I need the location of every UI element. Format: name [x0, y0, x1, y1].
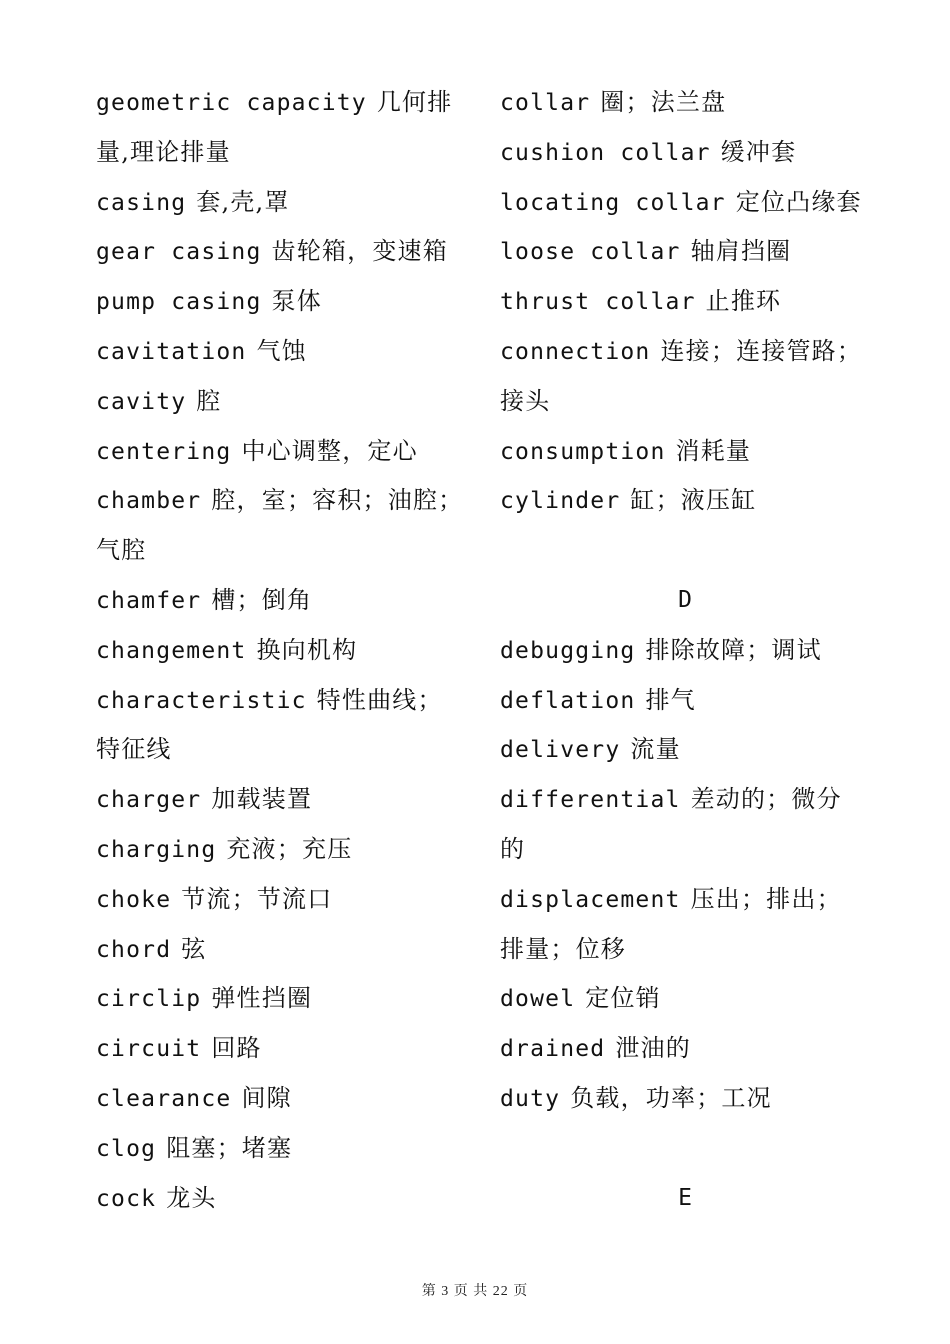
glossary-term: cavitation	[96, 338, 247, 365]
glossary-line	[500, 676, 875, 726]
glossary-definition: 中心调整，定心	[241, 436, 418, 465]
glossary-term: cock	[96, 1185, 157, 1212]
glossary-term: differential	[500, 787, 681, 814]
glossary-term: collar	[500, 90, 591, 116]
glossary-line	[96, 476, 471, 526]
glossary-line	[96, 1024, 471, 1074]
glossary-definition: 泵体	[271, 287, 322, 316]
glossary-definition: 换向机构	[256, 635, 358, 664]
glossary-term: centering	[96, 438, 232, 465]
glossary-line	[500, 78, 875, 128]
glossary-line	[500, 775, 875, 825]
glossary-line	[500, 377, 875, 427]
glossary-term: casing	[96, 189, 187, 216]
glossary-definition: 压出；排出；	[690, 884, 842, 913]
glossary-definition: 特征线	[96, 735, 172, 764]
glossary-term: duty	[500, 1085, 561, 1112]
glossary-definition: 气腔	[96, 536, 147, 565]
glossary-line	[96, 1074, 471, 1124]
glossary-term: cylinder	[500, 488, 621, 515]
glossary-line	[96, 377, 471, 427]
glossary-definition: 圈；法兰盘	[600, 88, 727, 116]
glossary-definition: 缓冲套	[720, 137, 797, 166]
glossary-line	[96, 875, 471, 925]
glossary-line	[96, 277, 471, 327]
glossary-term: chamfer	[96, 587, 202, 614]
glossary-term: chamber	[96, 488, 202, 515]
glossary-definition: 腔	[196, 386, 222, 415]
glossary-line	[500, 626, 875, 676]
glossary-term: cavity	[96, 388, 187, 415]
glossary-definition: 排量；位移	[500, 934, 626, 963]
glossary-term: chord	[96, 936, 172, 963]
glossary-line	[500, 277, 875, 327]
glossary-term: clog	[96, 1135, 157, 1162]
glossary-definition: 特性曲线；	[316, 685, 443, 714]
glossary-line	[500, 476, 875, 526]
glossary-definition: 齿轮箱，变速箱	[271, 237, 448, 266]
glossary-definition: 泄油的	[615, 1034, 691, 1063]
glossary-definition: 定位销	[585, 984, 661, 1013]
glossary-definition: 差动的；微分	[690, 785, 842, 814]
glossary-definition: 阻塞；堵塞	[166, 1133, 293, 1162]
glossary-term: gear casing	[96, 239, 262, 266]
glossary-line	[96, 1174, 471, 1224]
glossary-line	[500, 427, 875, 477]
glossary-line	[96, 725, 471, 775]
glossary-term: geometric capacity	[96, 90, 367, 116]
glossary-term: characteristic	[96, 687, 307, 714]
glossary-line	[500, 1074, 875, 1124]
glossary-definition: 量,理论排量	[96, 137, 231, 166]
glossary-term: locating collar	[500, 189, 726, 216]
glossary-definition: 回路	[211, 1034, 262, 1063]
glossary-definition: 排除故障；调试	[645, 635, 822, 664]
glossary-term: debugging	[500, 637, 636, 664]
glossary-line	[96, 78, 471, 128]
left-column	[96, 78, 471, 1223]
glossary-definition: 连接；连接管路；	[660, 336, 863, 365]
glossary-definition: 接头	[500, 386, 551, 415]
glossary-term: loose collar	[500, 239, 681, 266]
glossary-term: pump casing	[96, 289, 262, 316]
glossary-term: cushion collar	[500, 139, 711, 166]
glossary-line	[96, 178, 471, 228]
glossary-definition: 龙头	[166, 1183, 217, 1212]
glossary-term: thrust collar	[500, 289, 696, 316]
glossary-term: choke	[96, 886, 172, 913]
glossary-term: drained	[500, 1036, 606, 1063]
blank-line	[500, 1124, 875, 1174]
glossary-definition: 腔，室；容积；油腔；	[211, 486, 464, 515]
glossary-line	[500, 875, 875, 925]
glossary-definition: 缸；液压缸	[630, 486, 757, 515]
glossary-line	[96, 1124, 471, 1174]
glossary-definition: 定位凸缘套	[735, 187, 862, 216]
glossary-line	[96, 526, 471, 576]
glossary-line	[96, 775, 471, 825]
blank-line	[500, 526, 875, 576]
glossary-line	[96, 626, 471, 676]
glossary-term: circlip	[96, 986, 202, 1013]
glossary-term: charger	[96, 787, 202, 814]
section-heading: D	[678, 586, 692, 613]
glossary-definition: 几何排	[376, 88, 453, 116]
glossary-term: connection	[500, 338, 651, 365]
glossary-line	[500, 725, 875, 775]
glossary-term: displacement	[500, 886, 681, 913]
glossary-line	[96, 427, 471, 477]
glossary-definition: 止推环	[705, 287, 782, 316]
glossary-line	[500, 925, 875, 975]
page-footer: 第 3 页 共 22 页	[421, 1284, 529, 1299]
glossary-line	[96, 227, 471, 277]
glossary-line	[500, 1024, 875, 1074]
glossary-definition: 套,壳,罩	[196, 187, 290, 216]
glossary-line	[96, 676, 471, 726]
glossary-definition: 节流；节流口	[181, 884, 333, 913]
glossary-definition: 负载，功率；工况	[570, 1083, 772, 1112]
glossary-line	[96, 825, 471, 875]
glossary-line	[96, 327, 471, 377]
glossary-definition: 加载装置	[211, 785, 313, 814]
glossary-definition: 消耗量	[675, 436, 752, 465]
glossary-definition: 气蚀	[256, 336, 307, 365]
glossary-definition: 弦	[181, 934, 207, 963]
glossary-line	[96, 974, 471, 1024]
glossary-term: circuit	[96, 1036, 202, 1063]
glossary-line	[96, 128, 471, 178]
glossary-definition: 充液；充压	[226, 834, 353, 863]
glossary-definition: 排气	[645, 685, 696, 714]
glossary-definition: 间隙	[241, 1083, 292, 1112]
glossary-definition: 的	[500, 834, 526, 863]
right-column	[500, 78, 875, 1223]
glossary-term: dowel	[500, 986, 576, 1013]
glossary-line	[500, 227, 875, 277]
glossary-line	[96, 925, 471, 975]
glossary-term: charging	[96, 836, 217, 863]
section-heading: E	[678, 1184, 692, 1211]
glossary-definition: 槽；倒角	[211, 585, 313, 614]
glossary-line	[500, 825, 875, 875]
glossary-line	[500, 128, 875, 178]
glossary-term: clearance	[96, 1085, 232, 1112]
glossary-line	[500, 178, 875, 228]
glossary-line	[500, 327, 875, 377]
glossary-term: changement	[96, 637, 247, 664]
glossary-line	[500, 974, 875, 1024]
glossary-definition: 弹性挡圈	[211, 984, 313, 1013]
glossary-definition: 流量	[630, 735, 681, 764]
glossary-term: deflation	[500, 687, 636, 714]
glossary-term: consumption	[500, 438, 666, 465]
glossary-term: delivery	[500, 737, 621, 764]
glossary-line	[96, 576, 471, 626]
glossary-definition: 轴肩挡圈	[690, 237, 792, 266]
